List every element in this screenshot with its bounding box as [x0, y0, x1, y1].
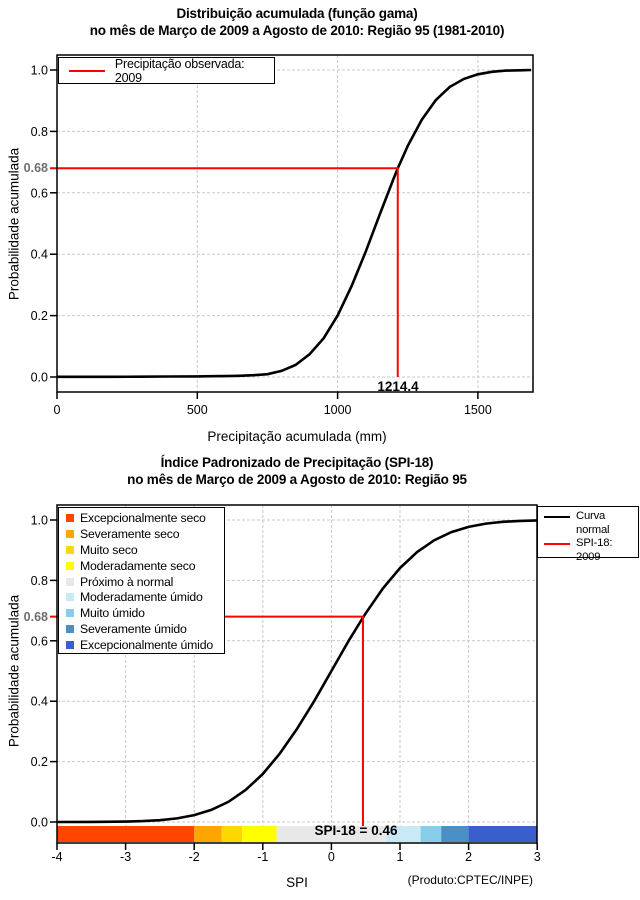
category-label: Excepcionalmente úmido [80, 638, 213, 653]
top-chart-legend-label: Precipitação observada: 2009 [114, 56, 245, 85]
category-label: Severamente úmido [80, 622, 187, 637]
top-chart-y-axis-label: Probabilidade acumulada [6, 147, 22, 301]
spi-y-tick-label: 0.8 [30, 573, 48, 588]
legend-item-moderadamente-seco [59, 558, 224, 574]
gamma-y-tick-label: 1.0 [30, 63, 48, 78]
normal-curve-label-line2: normal [576, 523, 610, 536]
bottom-chart-prob-annotation: 0.68 [23, 610, 48, 624]
legend-item-muito-seco [59, 542, 224, 558]
spi-categories-legend [58, 507, 225, 654]
legend-item-excepcionalmente-mido [59, 637, 224, 653]
spi-x-tick-label: -1 [257, 850, 269, 864]
category-color-swatch [66, 625, 74, 633]
legend-item-muito-mido [59, 605, 224, 621]
legend-entry-spi-2009 [538, 537, 638, 564]
top-chart-precip-annotation: 1214.4 [377, 379, 419, 394]
category-color-swatch [66, 578, 74, 586]
legend-item-pr-ximo-normal [59, 574, 224, 590]
category-label: Moderadamente úmido [80, 590, 203, 605]
category-label: Muito úmido [80, 606, 145, 621]
category-label: Muito seco [80, 542, 138, 557]
category-color-swatch [66, 609, 74, 617]
category-color-swatch [66, 641, 74, 649]
gamma-x-tick-label: 1000 [323, 403, 352, 417]
spi-x-tick-label: 3 [533, 850, 541, 864]
gamma-y-tick-label: 0.2 [30, 309, 48, 324]
gamma-plot-box [57, 55, 533, 392]
category-color-swatch [66, 546, 74, 554]
spi-colorbar-segment [441, 826, 468, 842]
top-chart-title: Distribuição acumulada (função gama) [176, 6, 418, 21]
category-label: Excepcionalmente seco [80, 510, 206, 525]
legend-item-excepcionalmente-seco [59, 510, 224, 526]
bottom-chart-title: Índice Padronizado de Precipitação (SPI-18) [160, 455, 434, 470]
spi-colorbar-segment [421, 826, 442, 842]
category-label: Moderadamente seco [80, 558, 196, 573]
legend-item-severamente-seco [59, 526, 224, 542]
top-chart-x-axis-label: Precipitação acumulada (mm) [207, 429, 387, 444]
spi-x-tick-label: -3 [120, 850, 132, 864]
top-chart-prob-annotation: 0.68 [23, 161, 48, 175]
bottom-chart-x-axis-label: SPI [286, 875, 308, 890]
spi-colorbar-segment [469, 826, 538, 842]
spi-x-tick-label: 0 [327, 850, 335, 864]
spi-value-annotation: SPI-18 = 0.46 [314, 823, 398, 838]
category-color-swatch [66, 514, 74, 522]
normal-curve-line-sample [544, 516, 570, 518]
spi-x-tick-label: 1 [396, 850, 404, 864]
normal-curve-label-line1: Curva [576, 510, 606, 522]
top-chart-legend [58, 57, 275, 84]
spi-colorbar-segment [194, 826, 221, 842]
legend-entry-normal-curve [538, 510, 638, 537]
spi-colorbar-segment [222, 826, 243, 842]
spi-y-tick-label: 0.2 [30, 755, 48, 770]
spi-colorbar-segment [242, 826, 276, 842]
spi-colorbar-segment [57, 826, 194, 842]
gamma-y-tick-label: 0.4 [30, 247, 48, 262]
spi-legend-label: SPI-18: 2009 [576, 537, 613, 563]
category-label: Próximo à normal [80, 574, 174, 589]
spi-x-tick-label: -2 [188, 850, 200, 864]
spi-y-tick-label: 0.4 [30, 694, 48, 709]
spi-y-tick-label: 1.0 [30, 513, 48, 528]
spi-y-tick-label: 0.0 [30, 815, 48, 830]
gamma-curve [57, 70, 531, 377]
category-color-swatch [66, 562, 74, 570]
legend-item-moderadamente-mido [59, 589, 224, 605]
spi-x-tick-label: 2 [465, 850, 473, 864]
gamma-x-tick-label: 500 [186, 403, 208, 417]
legend-item-severamente-mido [59, 621, 224, 637]
gamma-x-tick-label: 1500 [463, 403, 492, 417]
top-chart-subtitle: no mês de Março de 2009 a Agosto de 2010: Região 95 (1981-2010) [89, 23, 505, 38]
gamma-x-tick-label: 0 [53, 403, 61, 417]
bottom-chart-y-axis-label: Probabilidade acumulada [6, 594, 22, 748]
spi-x-tick-label: -4 [51, 850, 63, 864]
bottom-chart-subtitle: no mês de Março de 2009 a Agosto de 2010: Região 95 [127, 472, 467, 487]
observed-precip-line-sample [69, 70, 105, 72]
producer-note: (Produto:CPTEC/INPE) [407, 873, 533, 887]
gamma-y-tick-label: 0.6 [30, 186, 48, 201]
gamma-y-tick-label: 0.0 [30, 370, 48, 385]
category-color-swatch [66, 530, 74, 538]
gamma-highlight-crosshair [50, 168, 398, 377]
bottom-chart-curves-legend [537, 506, 639, 563]
spi-line-sample [544, 543, 570, 545]
spi-y-tick-label: 0.6 [30, 634, 48, 649]
category-label: Severamente seco [80, 526, 180, 541]
gamma-y-tick-label: 0.8 [30, 124, 48, 139]
category-color-swatch [66, 593, 74, 601]
